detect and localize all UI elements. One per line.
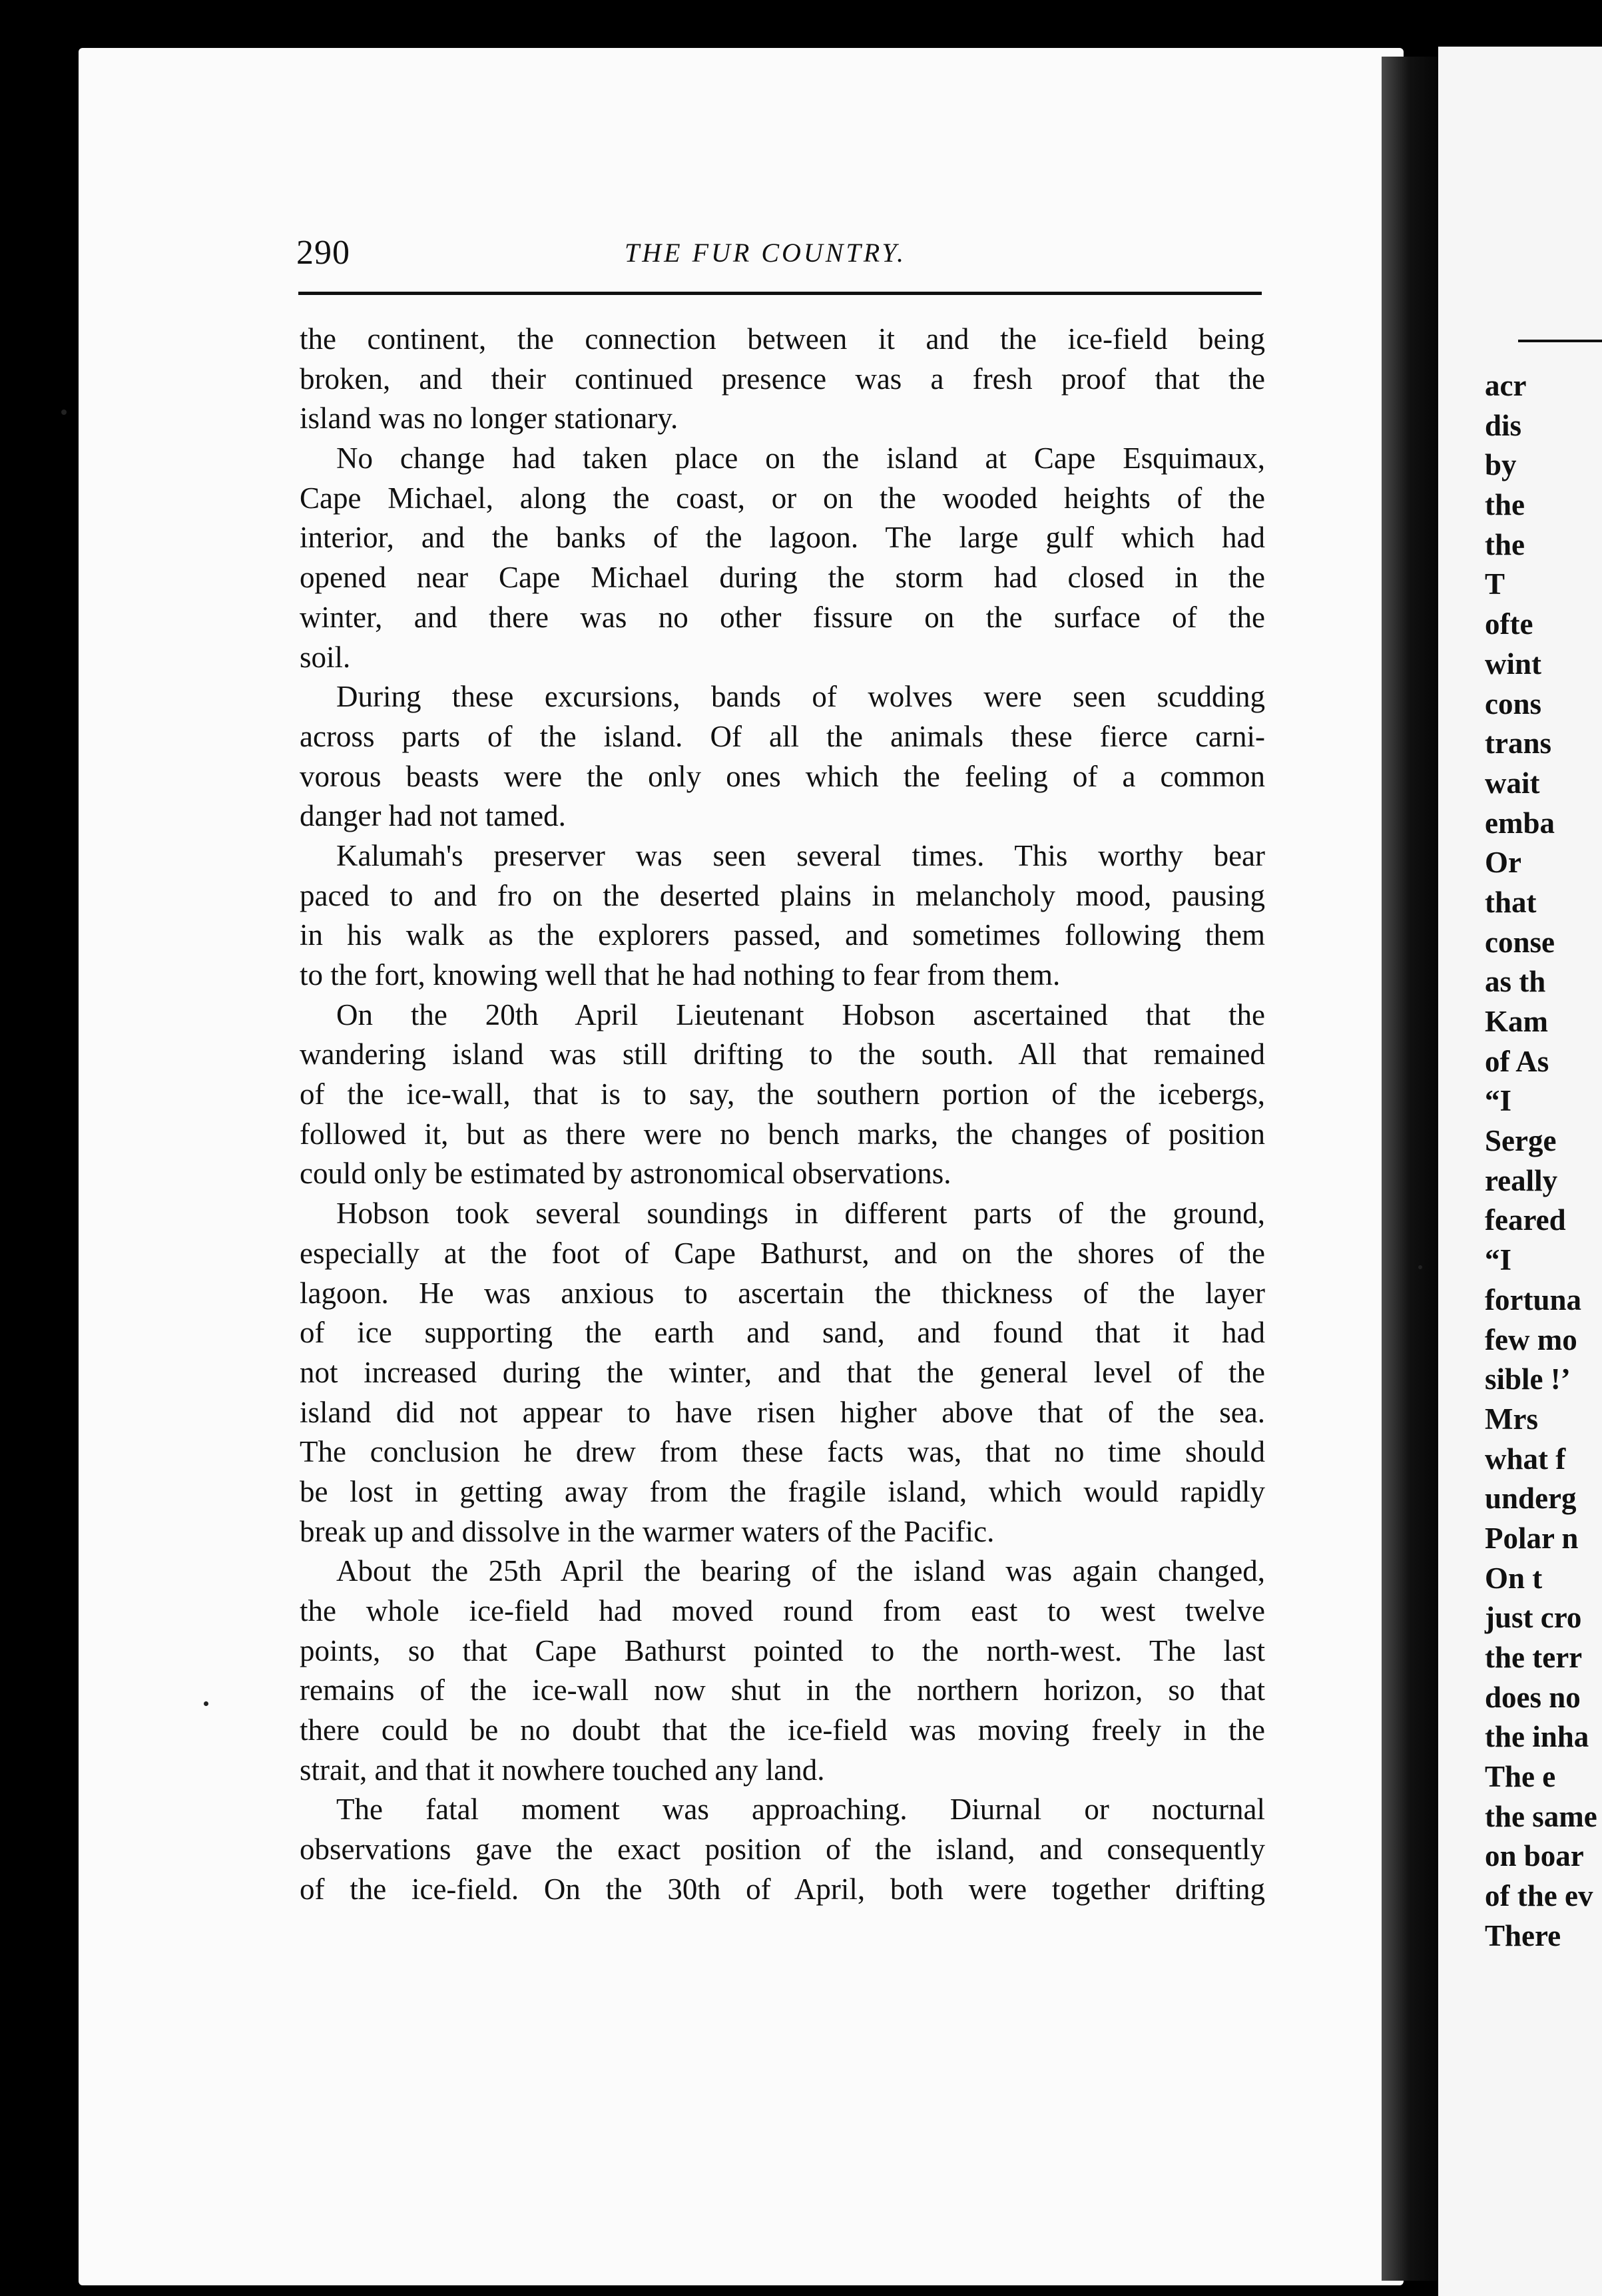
- text-line: Hobson took several soundings in different parts of the ground,: [336, 1197, 1265, 1231]
- facing-text-line: the same: [1485, 1799, 1597, 1833]
- facing-text-line: sible !’: [1485, 1362, 1571, 1396]
- facing-text-line: cons: [1485, 687, 1542, 720]
- text-line: vorous beasts were the only ones which the feeling of a common: [300, 759, 1265, 793]
- facing-text-line: conse: [1485, 925, 1555, 959]
- text-line: to the fort, knowing well that he had nothing to fear from them.: [300, 958, 1061, 992]
- page-number: 290: [296, 234, 350, 272]
- facing-text-line: what f: [1485, 1442, 1566, 1476]
- text-line: not increased during the winter, and that the general level of the: [300, 1355, 1265, 1389]
- facing-text-line: by: [1485, 448, 1517, 482]
- scan-speck: [1418, 1265, 1422, 1269]
- facing-text-line: wint: [1485, 647, 1542, 681]
- text-line: opened near Cape Michael during the storm had closed in the: [300, 561, 1265, 595]
- facing-text-line: “I: [1485, 1243, 1512, 1277]
- facing-text-line: Mrs: [1485, 1402, 1538, 1436]
- text-line: there could be no doubt that the ice-field was moving freely in the: [300, 1713, 1265, 1747]
- facing-text-line: just cro: [1485, 1601, 1582, 1635]
- text-line: Kalumah's preserver was seen several times. This worthy bear: [336, 838, 1265, 872]
- facing-page: [1438, 47, 1602, 2296]
- facing-text-line: the terr: [1485, 1641, 1583, 1674]
- text-line: the whole ice-field had moved round from east to west twelve: [300, 1594, 1265, 1627]
- facing-text-line: emba: [1485, 806, 1555, 840]
- facing-text-line: Serge: [1485, 1124, 1557, 1158]
- facing-text-line: that: [1485, 885, 1537, 919]
- text-line: observations gave the exact position of the island, and consequently: [300, 1833, 1265, 1866]
- facing-text-line: does no: [1485, 1680, 1581, 1714]
- text-line: be lost in getting away from the fragile island, which would rapidly: [300, 1474, 1265, 1508]
- facing-text-line: the inha: [1485, 1720, 1589, 1754]
- text-line: soil.: [300, 640, 351, 674]
- text-line: Cape Michael, along the coast, or on the wooded heights of the: [300, 481, 1265, 515]
- scan-speck: [61, 410, 67, 415]
- text-line: of the ice-wall, that is to say, the southern portion of the icebergs,: [300, 1077, 1265, 1111]
- facing-text-line: “I: [1485, 1084, 1512, 1118]
- facing-text-line: T: [1485, 567, 1505, 601]
- page-header: [296, 233, 1262, 280]
- text-line: of the ice-field. On the 30th of April, both were together drifting: [300, 1872, 1265, 1906]
- facing-text-line: on boar: [1485, 1839, 1584, 1873]
- text-line: island was no longer stationary.: [300, 402, 678, 435]
- scan-border: [0, 0, 1602, 47]
- text-line: No change had taken place on the island at Cape Esquimaux,: [336, 441, 1265, 475]
- header-rule: [298, 292, 1262, 295]
- text-line: On the 20th April Lieutenant Hobson ascertained that the: [336, 998, 1265, 1031]
- text-line: remains of the ice-wall now shut in the northern horizon, so that: [300, 1673, 1265, 1707]
- facing-text-line: dis: [1485, 408, 1522, 442]
- text-line: winter, and there was no other fissure on the surface of the: [300, 600, 1265, 634]
- facing-text-line: fortuna: [1485, 1283, 1581, 1316]
- text-line: could only be estimated by astronomical observations.: [300, 1157, 951, 1191]
- facing-text-line: Kam: [1485, 1005, 1548, 1038]
- text-line: broken, and their continued presence was a fresh proof that the: [300, 362, 1265, 396]
- facing-text-line: the: [1485, 527, 1525, 561]
- text-line: strait, and that it nowhere touched any land.: [300, 1753, 825, 1787]
- facing-text-line: Polar n: [1485, 1521, 1579, 1555]
- facing-text-line: underg: [1485, 1482, 1577, 1516]
- text-line: the continent, the connection between it and the ice-field being: [300, 322, 1265, 356]
- text-line: danger had not tamed.: [300, 799, 566, 833]
- facing-text-line: The e: [1485, 1760, 1556, 1794]
- facing-page-rule: [1518, 340, 1602, 342]
- text-line: The fatal moment was approaching. Diurnal or nocturnal: [336, 1793, 1265, 1827]
- facing-text-line: few mo: [1485, 1322, 1577, 1356]
- facing-text-line: There: [1485, 1918, 1561, 1952]
- text-line: interior, and the banks of the lagoon. The large gulf which had: [300, 521, 1265, 555]
- facing-page-text: [1485, 366, 1602, 1956]
- facing-text-line: really: [1485, 1163, 1558, 1197]
- text-line: During these excursions, bands of wolves were seen scudding: [336, 680, 1265, 714]
- scan-speck: [204, 1701, 208, 1706]
- text-line: across parts of the island. Of all the animals these fierce carni-: [300, 719, 1265, 753]
- facing-text-line: ofte: [1485, 607, 1533, 641]
- text-line: island did not appear to have risen higher above that of the sea.: [300, 1395, 1265, 1429]
- text-line: followed it, but as there were no bench marks, the changes of position: [300, 1117, 1265, 1151]
- text-line: of ice supporting the earth and sand, and found that it had: [300, 1316, 1265, 1350]
- facing-text-line: as th: [1485, 965, 1546, 999]
- text-line: wandering island was still drifting to the south. All that remained: [300, 1037, 1265, 1071]
- facing-text-line: wait: [1485, 766, 1540, 800]
- facing-text-line: acr: [1485, 369, 1527, 402]
- text-line: The conclusion he drew from these facts was, that no time should: [300, 1435, 1265, 1469]
- facing-text-line: On t: [1485, 1561, 1543, 1595]
- text-line: points, so that Cape Bathurst pointed to the north-west. The last: [300, 1633, 1265, 1667]
- text-line: About the 25th April the bearing of the island was again changed,: [336, 1554, 1265, 1588]
- text-line: especially at the foot of Cape Bathurst, and on the shores of the: [300, 1236, 1265, 1270]
- facing-text-line: of As: [1485, 1044, 1549, 1078]
- text-line: in his walk as the explorers passed, and sometimes following them: [300, 918, 1265, 952]
- facing-text-line: of the ev: [1485, 1879, 1593, 1913]
- body-text: [300, 320, 1265, 1910]
- text-line: lagoon. He was anxious to ascertain the thickness of the layer: [300, 1276, 1265, 1310]
- facing-text-line: feared: [1485, 1203, 1566, 1237]
- facing-text-line: trans: [1485, 726, 1551, 760]
- facing-text-line: Or: [1485, 846, 1521, 880]
- running-title: THE FUR COUNTRY.: [625, 238, 906, 268]
- text-line: paced to and fro on the deserted plains in melancholy mood, pausing: [300, 878, 1265, 912]
- text-line: break up and dissolve in the warmer waters of the Pacific.: [300, 1514, 995, 1548]
- facing-text-line: the: [1485, 488, 1525, 522]
